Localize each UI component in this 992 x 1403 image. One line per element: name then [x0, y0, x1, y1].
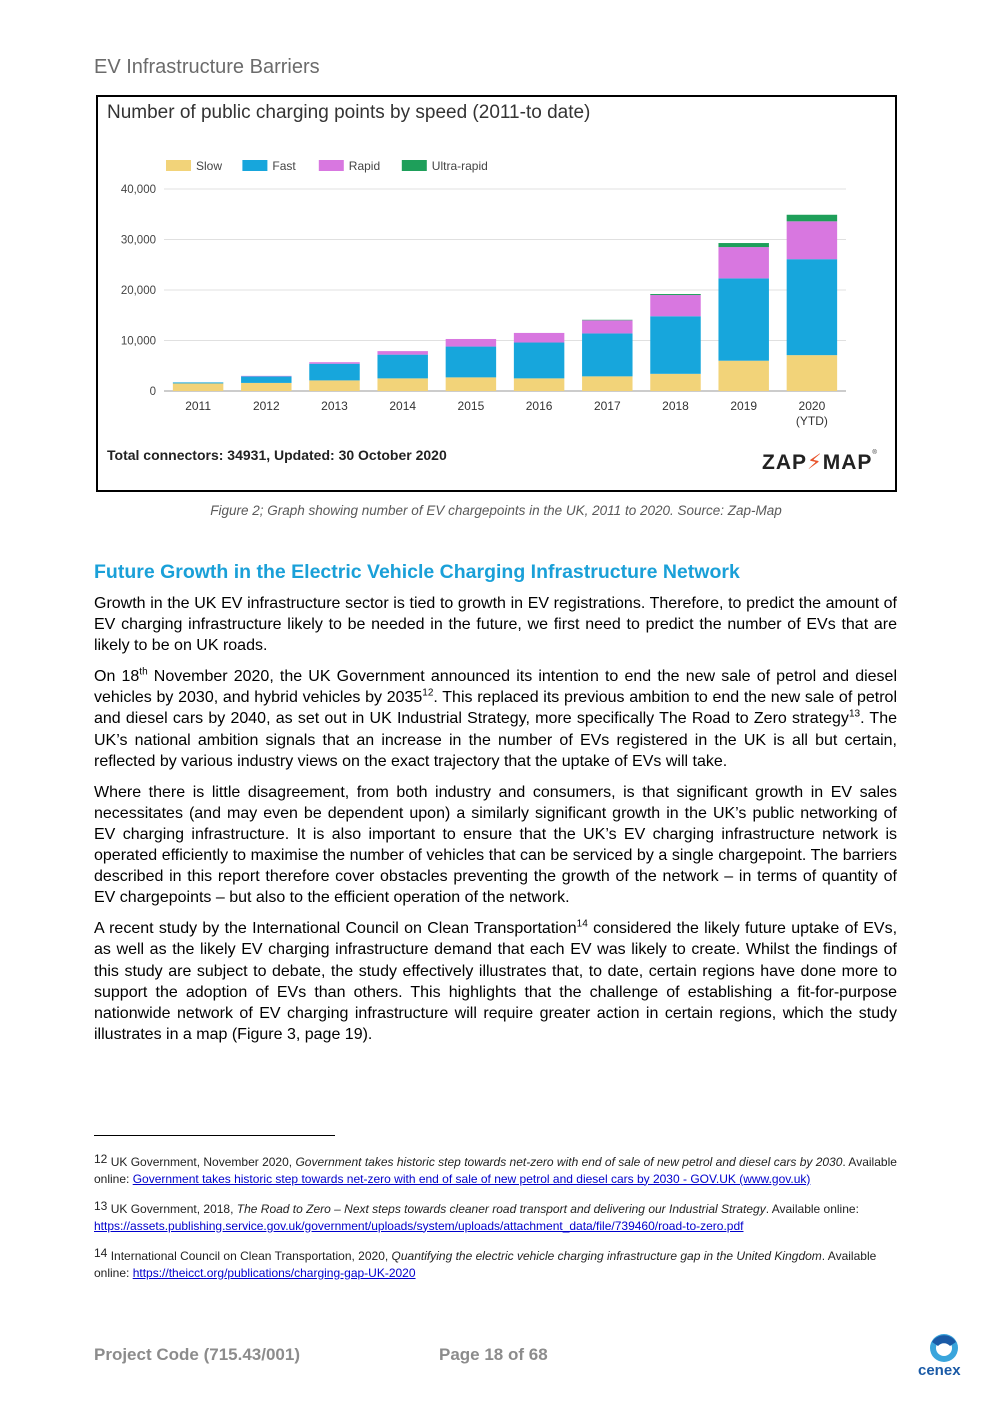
stacked-bar-chart — [98, 97, 895, 490]
footnote-link[interactable]: Government takes historic step towards net-zero with end of sale of new petrol and diesel cars by 2030 - GOV.UK (www.gov.uk) — [132, 1171, 811, 1186]
bar-segment — [241, 376, 291, 383]
x-tick-label: 2013 — [321, 399, 348, 413]
bar-segment — [787, 355, 837, 391]
bar-segment — [241, 383, 291, 391]
x-tick-label: 2019 — [730, 399, 758, 413]
footnote-text: . Available online: — [765, 1202, 859, 1216]
paragraph-4-text-a: A recent study by the International Council on Clean Transportation — [94, 920, 577, 938]
footnote-text: UK Government, November 2020, — [107, 1155, 296, 1169]
registered-icon: ® — [872, 450, 878, 456]
footnote-number: 14 — [94, 1246, 108, 1260]
footnote-ref-12[interactable]: 12 — [422, 688, 434, 700]
bar-segment — [718, 247, 768, 278]
footnote-number: 13 — [94, 1199, 108, 1213]
bar-segment — [582, 320, 632, 321]
x-tick-label: 2020 — [798, 399, 826, 413]
x-tick-label: 2017 — [593, 399, 621, 413]
bar-segment — [446, 339, 496, 347]
y-tick-label: 20,000 — [120, 285, 156, 297]
footnote-text: UK Government, 2018, — [107, 1202, 237, 1216]
paragraph-2-text-a: On 18 — [94, 668, 140, 686]
footnote-title: The Road to Zero – Next steps towards cleaner road transport and delivering our Industrial Strategy — [236, 1202, 766, 1216]
x-tick-label: 2011 — [185, 399, 212, 413]
x-tick-label: 2018 — [662, 399, 689, 413]
legend-swatch — [242, 160, 267, 171]
bar-segment — [309, 364, 359, 381]
legend-label: Rapid — [348, 159, 381, 173]
legend-label: Slow — [196, 159, 223, 173]
paragraph-2-text-b: November 2020, the UK Government announced its intention to end the new sale of petrol and diesel vehicles by 2030, and hybrid vehicles by 2035 — [94, 668, 898, 707]
footnote-ref-13[interactable]: 13 — [848, 709, 861, 721]
legend-label: Ultra-rapid — [431, 159, 488, 173]
bar-segment — [787, 221, 837, 259]
bar-segment — [787, 215, 837, 222]
bar-segment — [377, 378, 427, 391]
footnotes — [94, 1154, 898, 1295]
bar-segment — [582, 333, 632, 376]
bar-segment — [650, 316, 700, 374]
bar-segment — [718, 243, 768, 247]
body-text — [94, 593, 897, 1055]
footnote-separator — [94, 1135, 335, 1136]
bar-segment — [173, 383, 223, 391]
document-header: EV Infrastructure Barriers — [94, 56, 320, 78]
bar-segment — [514, 378, 564, 391]
bar-segment — [309, 362, 359, 364]
y-tick-label: 0 — [149, 386, 156, 398]
paragraph-3: Where there is little disagreement, from both industry and consumers, is that significant growth in EV sales necessitates (and may even be dependent upon) a similarly significant growth in the UK’s public networking of EV charging infrastructure. It is also important to ensure that the UK’s EV charging infrastructure network is operated efficiently to maximise the number of vehicles that can be serviced by a single chargepoint. The barriers described in this report therefore cover obstacles preventing the growth of the network – in terms of quantity of EV chargepoints – but also to the efficient operation of the network. — [94, 783, 897, 907]
footnote-ref-14[interactable]: 14 — [576, 918, 588, 930]
ordinal-superscript: th — [139, 666, 148, 678]
legend-swatch — [319, 160, 344, 171]
footnote-link[interactable]: https://assets.publishing.service.gov.uk/government/uploads/system/uploads/attachment_data/file/739460/road-to-zero.pdf — [94, 1218, 744, 1233]
bar-segment — [241, 376, 291, 377]
bar-segment — [787, 259, 837, 355]
paragraph-2 — [94, 666, 897, 771]
footnote-text: International Council on Clean Transportation, 2020, — [107, 1249, 392, 1263]
chart-total-connectors: Total connectors: 34931, Updated: 30 October 2020 — [107, 447, 447, 463]
chart-title: Number of public charging points by speed (2011-to date) — [107, 102, 591, 123]
y-tick-label: 30,000 — [120, 234, 156, 247]
bar-segment — [582, 376, 632, 391]
bar-segment — [582, 320, 632, 333]
footnote-13 — [94, 1201, 898, 1234]
bar-segment — [514, 333, 564, 343]
bar-segment — [446, 377, 496, 391]
section-title: Future Growth in the Electric Vehicle Charging Infrastructure Network — [94, 561, 740, 583]
bar-segment — [309, 380, 359, 391]
cenex-logo-text: cenex — [918, 1362, 961, 1379]
x-tick-label: 2016 — [525, 399, 553, 413]
paragraph-2-text-c: . This replaced its previous ambition to end the new sale of petrol and diesel cars by 2040, as set out in UK Industrial Strategy, more specifically The Road to Zero strategy — [94, 689, 898, 728]
footnote-number: 12 — [94, 1152, 108, 1166]
bar-segment — [650, 295, 700, 316]
project-code: Project Code (715.43/001) — [94, 1345, 300, 1364]
figure-caption: Figure 2; Graph showing number of EV chargepoints in the UK, 2011 to 2020. Source: Zap-Map — [210, 503, 782, 518]
bar-segment — [718, 278, 768, 360]
x-tick-label: 2014 — [389, 399, 417, 413]
bar-segment — [514, 343, 564, 379]
footnote-title: Government takes historic step towards net-zero with end of sale of new petrol and diesel cars by 2030 — [295, 1155, 843, 1169]
footnote-14 — [94, 1248, 898, 1281]
legend-swatch — [402, 160, 427, 171]
x-tick-label: 2012 — [252, 399, 280, 413]
footnote-12 — [94, 1154, 898, 1187]
bar-segment — [446, 347, 496, 378]
bar-segment — [650, 374, 700, 391]
zapmap-logo — [762, 450, 878, 475]
x-tick-sublabel: (YTD) — [795, 414, 828, 428]
zapmap-logo-map: MAP — [822, 451, 873, 474]
y-tick-label: 10,000 — [120, 335, 156, 348]
bar-segment — [377, 351, 427, 355]
footnote-text: . Available online: — [94, 1249, 877, 1280]
bar-segment — [377, 355, 427, 379]
paragraph-4 — [94, 918, 897, 1045]
zapmap-logo-zap: ZAP — [762, 451, 807, 474]
footnote-text: . Available online: — [94, 1155, 897, 1186]
y-tick-label: 40,000 — [120, 184, 156, 196]
bolt-icon: ⚡ — [807, 451, 823, 474]
legend-label: Fast — [272, 159, 296, 173]
footnote-link[interactable]: https://theicct.org/publications/charging-gap-UK-2020 — [132, 1265, 416, 1280]
paragraph-1: Growth in the UK EV infrastructure sector is tied to growth in EV registrations. Therefore, to predict the amount of EV charging infrastructure likely to be needed in the future, we first need to predict the number of EVs that are likely to be on UK roads. — [94, 595, 897, 655]
footnote-title: Quantifying the electric vehicle charging infrastructure gap in the United Kingdom — [391, 1249, 822, 1263]
bar-segment — [718, 361, 768, 391]
legend-swatch — [166, 160, 191, 171]
paragraph-4-text-b: considered the likely future uptake of EVs, as well as the likely EV charging infrastructure demand that each EV was likely to create. Whilst the findings of this study are subject to debate, the study effectively illustrates that, to date, certain regions have done more to support the adoption of EVs than others. This highlights that the challenge of establishing a fit-for-purpose nationwide network of EV charging infrastructure will require greater action in certain regions, which the study illustrates in a map (Figure 3, page 19). — [94, 920, 898, 1043]
bar-segment — [650, 294, 700, 295]
chart-figure — [96, 95, 897, 492]
x-tick-label: 2015 — [457, 399, 485, 413]
bar-segment — [173, 382, 223, 383]
paragraph-2-text-d: . The UK’s national ambition signals that an increase in the number of EVs registered in the UK is all but certain, reflected by various industry views on the exact trajectory that the uptake of EVs will take. — [94, 710, 898, 770]
page-number: Page 18 of 68 — [439, 1345, 548, 1364]
